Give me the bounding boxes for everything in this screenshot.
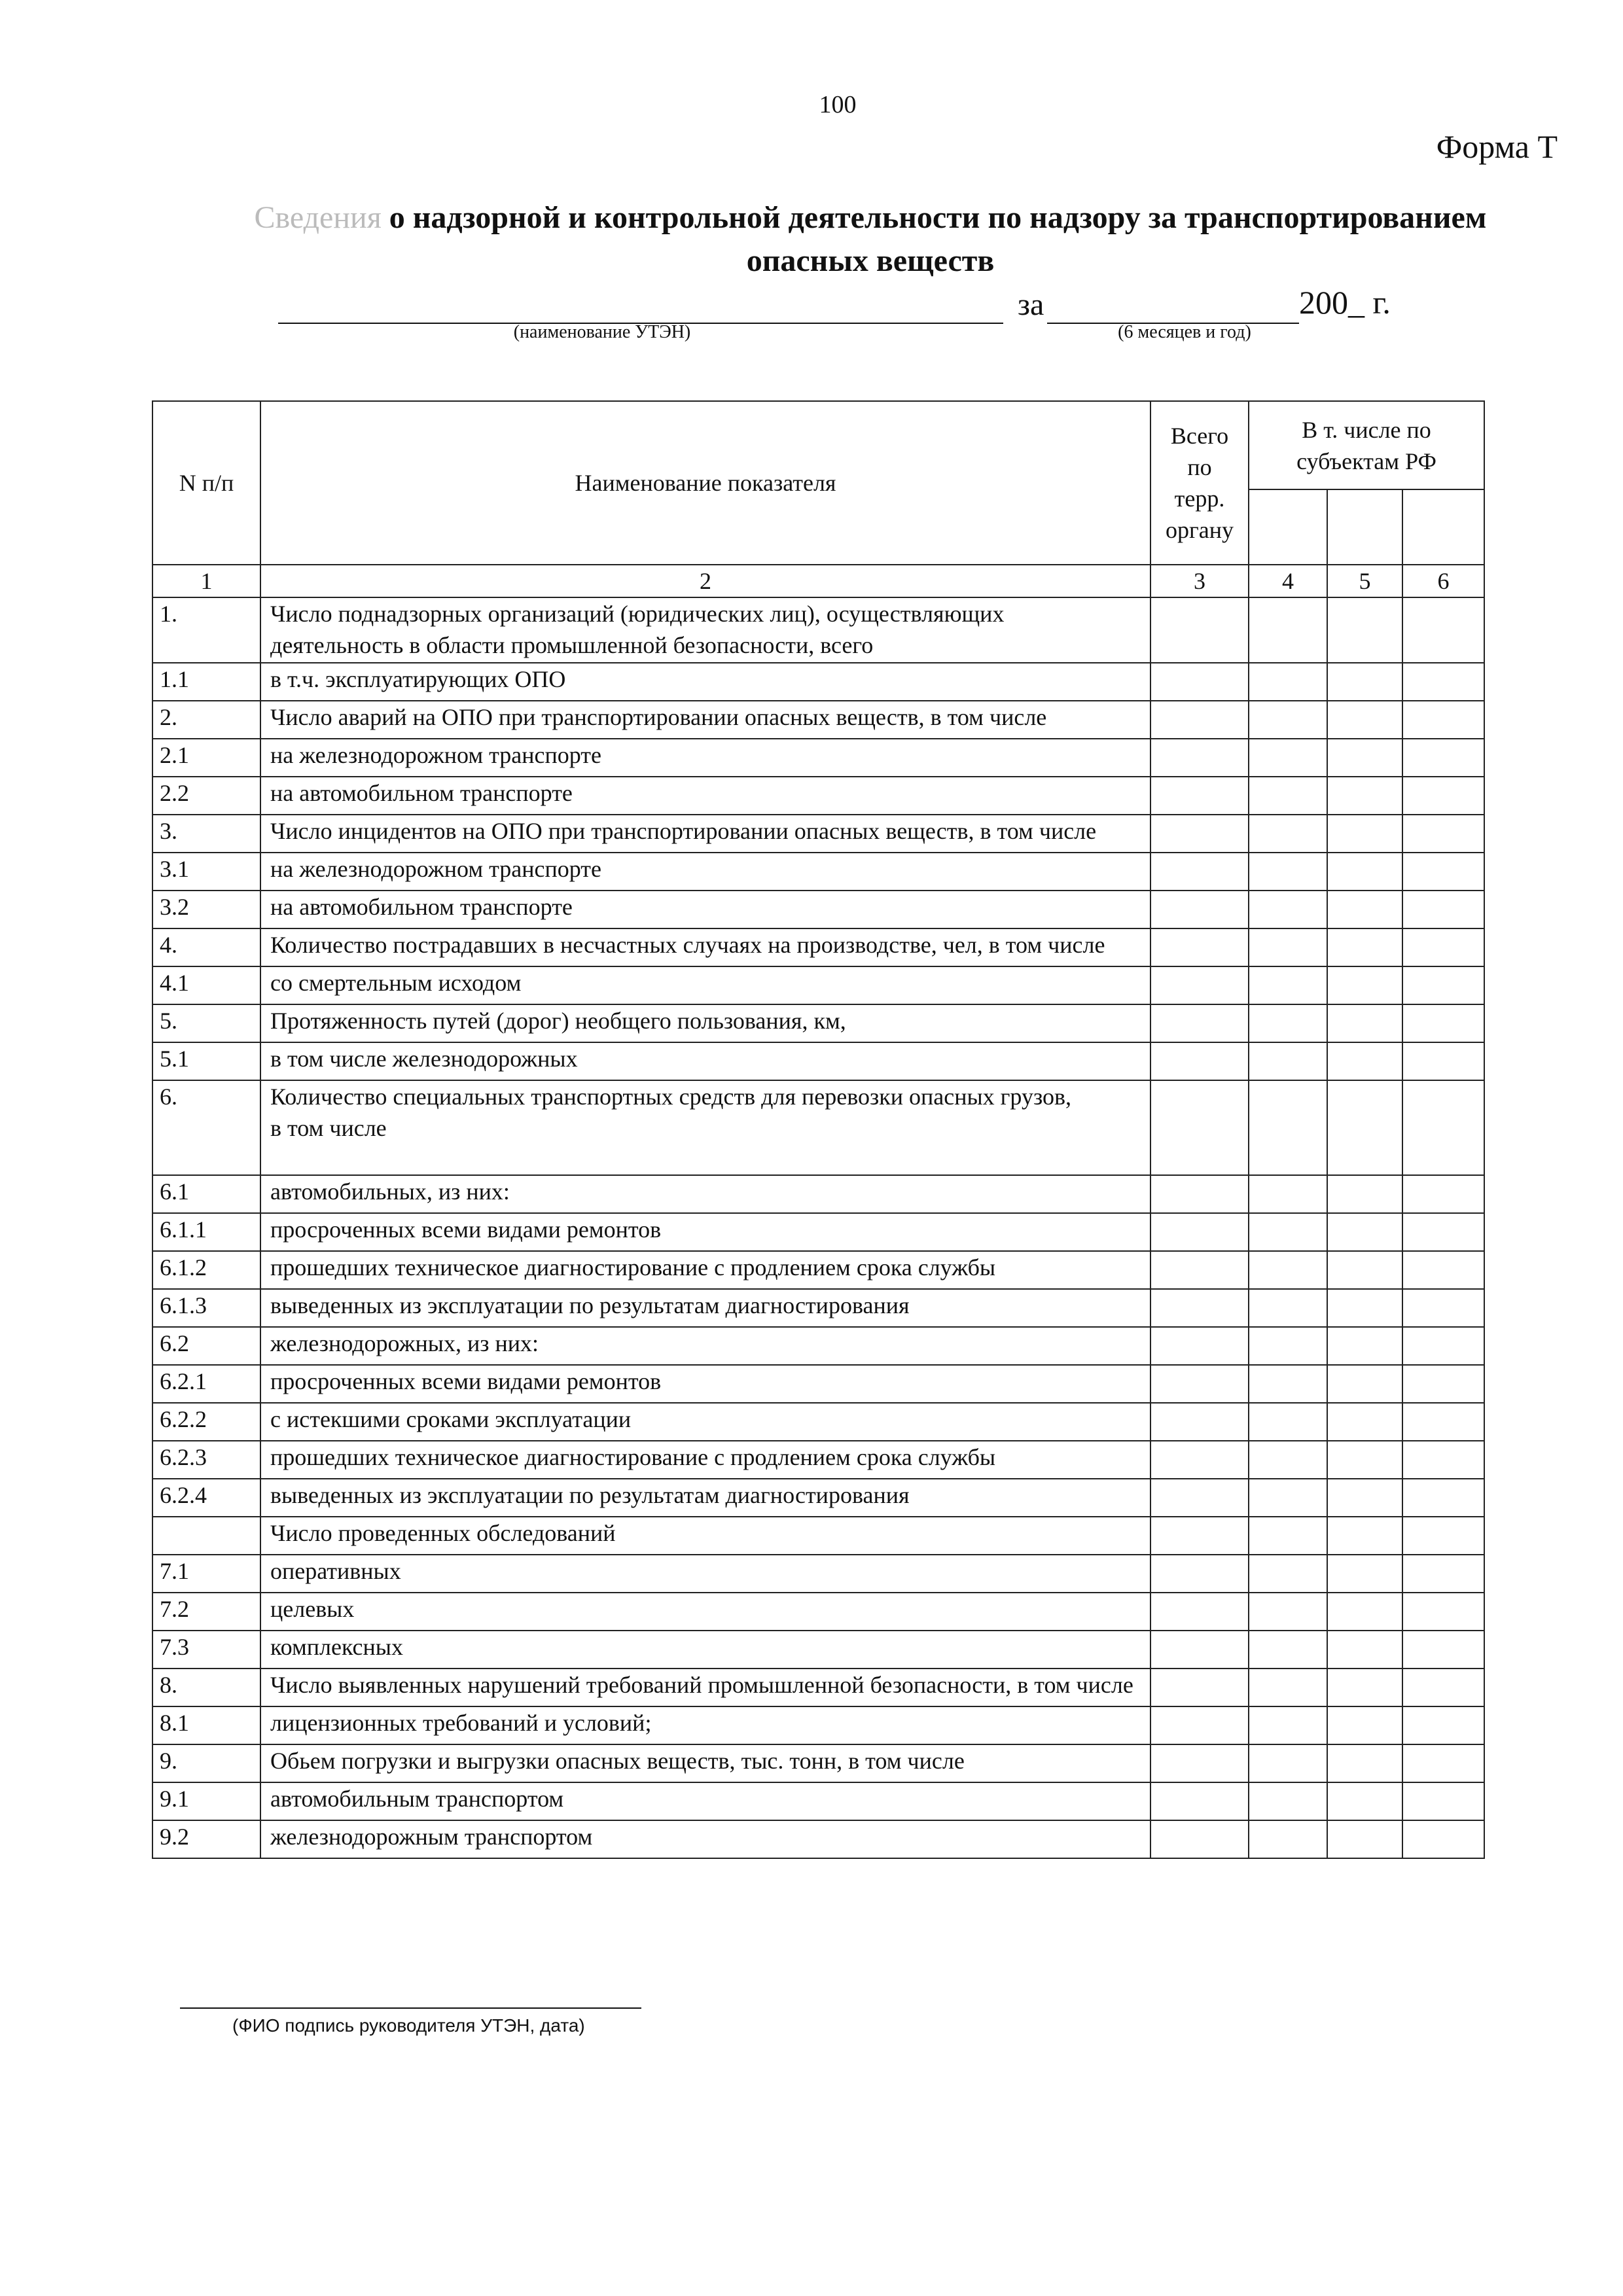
table-row: [152, 1213, 1484, 1251]
row-label: автомобильных, из них:: [260, 1175, 1150, 1213]
row-number: 6.1.2: [152, 1251, 260, 1289]
row-number: 9.2: [152, 1820, 260, 1858]
row-number: 8.: [152, 1669, 260, 1706]
value-cell: [1249, 1213, 1327, 1251]
value-cell: [1327, 891, 1402, 928]
value-cell: [1150, 1441, 1249, 1479]
value-cell: [1402, 891, 1484, 928]
header-name: Наименование показателя: [260, 401, 1150, 565]
value-cell: [1249, 1782, 1327, 1820]
row-number: 2.: [152, 701, 260, 739]
row-number: 9.1: [152, 1782, 260, 1820]
header-subject-col-4: [1249, 489, 1327, 565]
row-number: 1.: [152, 597, 260, 663]
value-cell: [1402, 1080, 1484, 1175]
value-cell: [1150, 701, 1249, 739]
row-label: Количество специальных транспортных средств для перевозки опасных грузов, в том числе: [260, 1080, 1150, 1175]
value-cell: [1150, 663, 1249, 701]
document-title: [164, 196, 1577, 283]
value-cell: [1327, 1631, 1402, 1669]
row-label: выведенных из эксплуатации по результатам диагностирования: [260, 1289, 1150, 1327]
value-cell: [1402, 1213, 1484, 1251]
value-cell: [1150, 815, 1249, 853]
column-number: 1: [152, 565, 260, 597]
value-cell: [1327, 1782, 1402, 1820]
value-cell: [1402, 1744, 1484, 1782]
title-line-2: опасных веществ: [746, 243, 995, 278]
value-cell: [1249, 928, 1327, 966]
value-cell: [1402, 1004, 1484, 1042]
row-number: 6.2.4: [152, 1479, 260, 1517]
value-cell: [1150, 1403, 1249, 1441]
table-row: [152, 1555, 1484, 1593]
value-cell: [1327, 1820, 1402, 1858]
table-row: [152, 1289, 1484, 1327]
row-label: Число аварий на ОПО при транспортировании опасных веществ, в том числе: [260, 701, 1150, 739]
value-cell: [1402, 928, 1484, 966]
row-number: 6.1.1: [152, 1213, 260, 1251]
value-cell: [1402, 966, 1484, 1004]
signature-caption: (ФИО подпись руководителя УТЭН, дата): [232, 2015, 585, 2036]
value-cell: [1249, 966, 1327, 1004]
value-cell: [1249, 1631, 1327, 1669]
value-cell: [1150, 1042, 1249, 1080]
row-label: с истекшими сроками эксплуатации: [260, 1403, 1150, 1441]
table-row: [152, 663, 1484, 701]
value-cell: [1327, 1669, 1402, 1706]
row-number: 6.2.2: [152, 1403, 260, 1441]
value-cell: [1249, 891, 1327, 928]
value-cell: [1402, 1403, 1484, 1441]
value-cell: [1402, 1593, 1484, 1631]
value-cell: [1402, 1517, 1484, 1555]
table-row: [152, 1080, 1484, 1175]
table-row: [152, 701, 1484, 739]
row-label: Количество пострадавших в несчастных случаях на производстве, чел, в том числе: [260, 928, 1150, 966]
value-cell: [1249, 1593, 1327, 1631]
column-number: 5: [1327, 565, 1402, 597]
value-cell: [1402, 663, 1484, 701]
row-label: просроченных всеми видами ремонтов: [260, 1213, 1150, 1251]
column-number: 2: [260, 565, 1150, 597]
table-row: [152, 1782, 1484, 1820]
value-cell: [1402, 1175, 1484, 1213]
row-number: 4.: [152, 928, 260, 966]
row-label: Число выявленных нарушений требований промышленной безопасности, в том числе: [260, 1669, 1150, 1706]
value-cell: [1402, 853, 1484, 891]
value-cell: [1327, 597, 1402, 663]
row-number: 3.1: [152, 853, 260, 891]
table-row: [152, 1365, 1484, 1403]
value-cell: [1249, 853, 1327, 891]
row-label: железнодорожных, из них:: [260, 1327, 1150, 1365]
value-cell: [1327, 1042, 1402, 1080]
value-cell: [1327, 815, 1402, 853]
value-cell: [1150, 1669, 1249, 1706]
header-total: Всего по терр. органу: [1150, 401, 1249, 565]
value-cell: [1327, 1251, 1402, 1289]
table-row: [152, 928, 1484, 966]
value-cell: [1402, 701, 1484, 739]
value-cell: [1249, 1080, 1327, 1175]
value-cell: [1327, 1441, 1402, 1479]
value-cell: [1150, 1782, 1249, 1820]
row-number: 6.2: [152, 1327, 260, 1365]
value-cell: [1249, 1669, 1327, 1706]
value-cell: [1327, 1213, 1402, 1251]
header-subjects: В т. числе по субъектам РФ: [1249, 401, 1484, 489]
row-number: 2.1: [152, 739, 260, 777]
page-number: 100: [819, 91, 857, 118]
value-cell: [1150, 597, 1249, 663]
value-cell: [1327, 1289, 1402, 1327]
value-cell: [1327, 1744, 1402, 1782]
table-row: [152, 891, 1484, 928]
value-cell: [1249, 1365, 1327, 1403]
value-cell: [1402, 1820, 1484, 1858]
value-cell: [1402, 1327, 1484, 1365]
value-cell: [1327, 1365, 1402, 1403]
value-cell: [1150, 739, 1249, 777]
value-cell: [1402, 1706, 1484, 1744]
value-cell: [1327, 777, 1402, 815]
value-cell: [1249, 701, 1327, 739]
row-label: на автомобильном транспорте: [260, 777, 1150, 815]
table-row: [152, 777, 1484, 815]
value-cell: [1327, 1479, 1402, 1517]
table-row: [152, 1251, 1484, 1289]
row-number: 2.2: [152, 777, 260, 815]
value-cell: [1402, 1042, 1484, 1080]
value-cell: [1150, 1479, 1249, 1517]
row-number: 1.1: [152, 663, 260, 701]
value-cell: [1402, 815, 1484, 853]
row-label: в том числе железнодорожных: [260, 1042, 1150, 1080]
value-cell: [1150, 1555, 1249, 1593]
value-cell: [1249, 597, 1327, 663]
row-number: 9.: [152, 1744, 260, 1782]
row-number: 8.1: [152, 1706, 260, 1744]
row-label: целевых: [260, 1593, 1150, 1631]
row-number: 5.: [152, 1004, 260, 1042]
header-subject-col-5: [1327, 489, 1402, 565]
value-cell: [1327, 1593, 1402, 1631]
table-row: [152, 1593, 1484, 1631]
value-cell: [1249, 1706, 1327, 1744]
row-label: просроченных всеми видами ремонтов: [260, 1365, 1150, 1403]
value-cell: [1249, 1555, 1327, 1593]
value-cell: [1327, 701, 1402, 739]
value-cell: [1327, 1004, 1402, 1042]
value-cell: [1327, 966, 1402, 1004]
value-cell: [1150, 1080, 1249, 1175]
value-cell: [1150, 1365, 1249, 1403]
value-cell: [1327, 663, 1402, 701]
table-row: [152, 966, 1484, 1004]
table-row: [152, 815, 1484, 853]
row-number: 6.2.3: [152, 1441, 260, 1479]
value-cell: [1150, 853, 1249, 891]
table-row: [152, 1004, 1484, 1042]
row-label: железнодорожным транспортом: [260, 1820, 1150, 1858]
column-number: 6: [1402, 565, 1484, 597]
value-cell: [1327, 853, 1402, 891]
table-row: [152, 1403, 1484, 1441]
row-number: 4.1: [152, 966, 260, 1004]
row-label: Обьем погрузки и выгрузки опасных веществ, тыс. тонн, в том числе: [260, 1744, 1150, 1782]
value-cell: [1150, 1820, 1249, 1858]
value-cell: [1249, 777, 1327, 815]
value-cell: [1249, 1004, 1327, 1042]
value-cell: [1249, 1479, 1327, 1517]
value-cell: [1249, 1517, 1327, 1555]
value-cell: [1402, 597, 1484, 663]
row-label: Число поднадзорных организаций (юридических лиц), осуществляющих деятельность в области промышленной безопасности, всего: [260, 597, 1150, 663]
table-row: [152, 1042, 1484, 1080]
column-number: 4: [1249, 565, 1327, 597]
table-row: [152, 1517, 1484, 1555]
row-label: Протяженность путей (дорог) необщего пользования, км,: [260, 1004, 1150, 1042]
value-cell: [1327, 1327, 1402, 1365]
value-cell: [1150, 1517, 1249, 1555]
table-row: [152, 1479, 1484, 1517]
row-number: 6.2.1: [152, 1365, 260, 1403]
value-cell: [1402, 1365, 1484, 1403]
table-row: [152, 1631, 1484, 1669]
title-faded-word: Сведения: [254, 200, 382, 235]
value-cell: [1402, 777, 1484, 815]
value-cell: [1402, 1441, 1484, 1479]
row-number: 3.: [152, 815, 260, 853]
row-label: на автомобильном транспорте: [260, 891, 1150, 928]
value-cell: [1327, 739, 1402, 777]
row-number: 7.1: [152, 1555, 260, 1593]
row-label: на железнодорожном транспорте: [260, 739, 1150, 777]
value-cell: [1249, 1441, 1327, 1479]
row-label: комплексных: [260, 1631, 1150, 1669]
value-cell: [1249, 1403, 1327, 1441]
row-number: 7.3: [152, 1631, 260, 1669]
table-row: [152, 1820, 1484, 1858]
value-cell: [1249, 1042, 1327, 1080]
column-number: 3: [1150, 565, 1249, 597]
value-cell: [1150, 1251, 1249, 1289]
period-za: за: [1018, 287, 1044, 322]
value-cell: [1249, 1251, 1327, 1289]
value-cell: [1327, 1555, 1402, 1593]
row-label: Число инцидентов на ОПО при транспортировании опасных веществ, в том числе: [260, 815, 1150, 853]
table-row: [152, 739, 1484, 777]
table-row: [152, 1706, 1484, 1744]
row-label: оперативных: [260, 1555, 1150, 1593]
value-cell: [1249, 1744, 1327, 1782]
row-label: автомобильным транспортом: [260, 1782, 1150, 1820]
signature-line: [180, 2007, 641, 2009]
period-hint: (6 месяцев и год): [1118, 322, 1251, 342]
value-cell: [1150, 1744, 1249, 1782]
value-cell: [1249, 739, 1327, 777]
value-cell: [1150, 1213, 1249, 1251]
value-cell: [1402, 1555, 1484, 1593]
indicators-table: [152, 400, 1485, 1859]
value-cell: [1150, 1706, 1249, 1744]
value-cell: [1249, 1289, 1327, 1327]
column-numbers-row: [152, 565, 1484, 597]
header-num: N п/п: [152, 401, 260, 565]
row-label: Число проведенных обследований: [260, 1517, 1150, 1555]
value-cell: [1402, 1782, 1484, 1820]
table-row: [152, 1175, 1484, 1213]
value-cell: [1327, 1175, 1402, 1213]
row-number: 5.1: [152, 1042, 260, 1080]
row-label: на железнодорожном транспорте: [260, 853, 1150, 891]
row-number: 6.1.3: [152, 1289, 260, 1327]
value-cell: [1150, 1289, 1249, 1327]
value-cell: [1249, 1820, 1327, 1858]
value-cell: [1150, 1593, 1249, 1631]
table-row: [152, 1669, 1484, 1706]
value-cell: [1327, 928, 1402, 966]
value-cell: [1402, 1669, 1484, 1706]
row-number: [152, 1517, 260, 1555]
row-number: 6.1: [152, 1175, 260, 1213]
value-cell: [1402, 1631, 1484, 1669]
table-row: [152, 1327, 1484, 1365]
title-line-1: о надзорной и контрольной деятельности по надзору за транспортированием: [381, 200, 1487, 235]
value-cell: [1402, 1251, 1484, 1289]
value-cell: [1150, 928, 1249, 966]
report-year: 200_ г.: [1299, 284, 1391, 321]
form-label: Форма Т: [1436, 128, 1558, 165]
value-cell: [1249, 663, 1327, 701]
value-cell: [1150, 1327, 1249, 1365]
table-row: [152, 1441, 1484, 1479]
row-label: в т.ч. эксплуатирующих ОПО: [260, 663, 1150, 701]
value-cell: [1327, 1706, 1402, 1744]
value-cell: [1402, 1289, 1484, 1327]
value-cell: [1150, 966, 1249, 1004]
org-name-hint: (наименование УТЭН): [513, 322, 691, 342]
row-label: со смертельным исходом: [260, 966, 1150, 1004]
table-row: [152, 1744, 1484, 1782]
table-row: [152, 853, 1484, 891]
value-cell: [1327, 1080, 1402, 1175]
value-cell: [1249, 1327, 1327, 1365]
value-cell: [1402, 739, 1484, 777]
value-cell: [1150, 777, 1249, 815]
value-cell: [1150, 891, 1249, 928]
row-label: выведенных из эксплуатации по результатам диагностирования: [260, 1479, 1150, 1517]
value-cell: [1327, 1517, 1402, 1555]
value-cell: [1150, 1175, 1249, 1213]
row-label: прошедших техническое диагностирование с продлением срока службы: [260, 1251, 1150, 1289]
row-label: лицензионных требований и условий;: [260, 1706, 1150, 1744]
row-number: 3.2: [152, 891, 260, 928]
value-cell: [1249, 815, 1327, 853]
table-row: [152, 597, 1484, 663]
value-cell: [1150, 1004, 1249, 1042]
row-number: 6.: [152, 1080, 260, 1175]
row-number: 7.2: [152, 1593, 260, 1631]
value-cell: [1150, 1631, 1249, 1669]
row-label: прошедших техническое диагностирование с продлением срока службы: [260, 1441, 1150, 1479]
value-cell: [1327, 1403, 1402, 1441]
value-cell: [1402, 1479, 1484, 1517]
value-cell: [1249, 1175, 1327, 1213]
header-subject-col-6: [1402, 489, 1484, 565]
